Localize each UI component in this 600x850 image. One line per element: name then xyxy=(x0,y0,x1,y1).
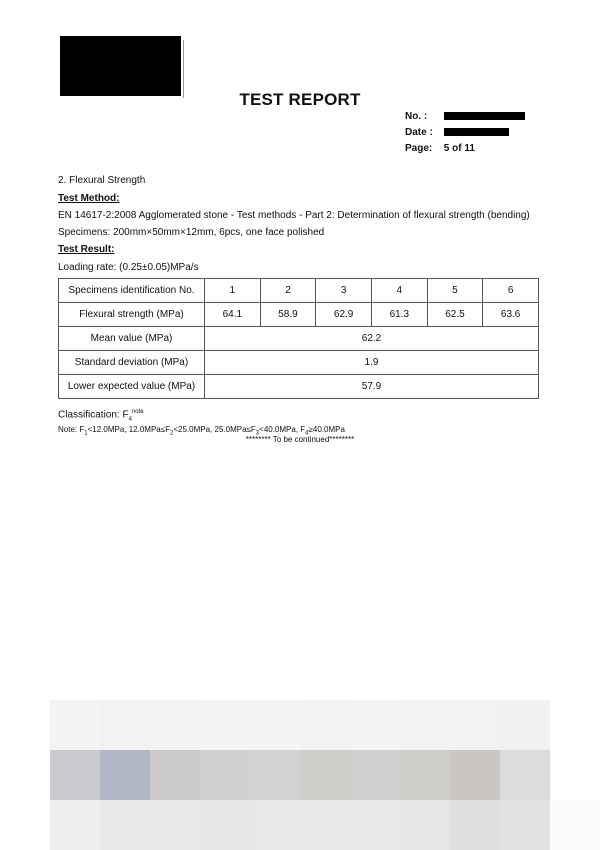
mosaic-tile xyxy=(50,800,100,850)
mean-value-cell: 62.2 xyxy=(205,327,539,351)
mosaic-tile xyxy=(100,750,150,800)
mosaic-tile xyxy=(300,800,350,850)
flexural-strength-cell: 63.6 xyxy=(483,303,539,327)
mosaic-tile xyxy=(200,700,250,750)
mosaic-tile xyxy=(500,700,550,750)
redacted-report-date xyxy=(444,128,509,136)
mosaic-tile xyxy=(150,750,200,800)
table-row xyxy=(59,303,539,327)
flexural-strength-cell: 58.9 xyxy=(260,303,316,327)
lower-expected-value-label: Lower expected value (MPa) xyxy=(59,375,205,399)
mosaic-tile xyxy=(350,800,400,850)
page-title: TEST REPORT xyxy=(239,90,361,109)
specimen-id-cell: 2 xyxy=(260,279,316,303)
specimen-id-cell: 5 xyxy=(427,279,483,303)
flexural-strength-header: Flexural strength (MPa) xyxy=(59,303,205,327)
report-date-label: Date : xyxy=(405,127,433,138)
note-text: <12.0MPa, 12.0MPa≤F xyxy=(87,425,171,434)
mosaic-tile xyxy=(50,750,100,800)
standard-deviation-label: Standard deviation (MPa) xyxy=(59,351,205,375)
note-subscript: 2 xyxy=(170,430,174,437)
report-number-row xyxy=(405,110,525,124)
mosaic-tile xyxy=(450,800,500,850)
flexural-strength-cell: 61.3 xyxy=(371,303,427,327)
redacted-logo xyxy=(60,36,181,96)
section-heading: 2. Flexural Strength xyxy=(58,175,146,186)
specimens-text: Specimens: 200mm×50mm×12mm, 6pcs, one face polished xyxy=(58,227,325,238)
mosaic-tile xyxy=(550,750,600,800)
mosaic-tile xyxy=(50,700,100,750)
to-be-continued: ******** To be continued******** xyxy=(245,435,355,444)
mosaic-tile xyxy=(550,700,600,750)
report-date-row xyxy=(405,126,509,140)
page-number-row xyxy=(405,142,475,156)
classification-subscript: 4 xyxy=(128,416,132,423)
mosaic-tile xyxy=(250,750,300,800)
specimen-id-cell: 1 xyxy=(205,279,261,303)
standard-deviation-cell: 1.9 xyxy=(205,351,539,375)
mosaic-tile xyxy=(450,750,500,800)
flexural-strength-cell: 64.1 xyxy=(205,303,261,327)
mosaic-tile xyxy=(400,800,450,850)
note-subscript: 3 xyxy=(255,430,260,437)
note-text: Note: F xyxy=(58,425,85,434)
specimen-id-cell: 4 xyxy=(371,279,427,303)
mosaic-tile xyxy=(450,700,500,750)
table-row xyxy=(59,375,539,399)
redacted-report-number xyxy=(444,112,525,120)
mosaic-tile xyxy=(300,750,350,800)
page-number-label: Page: xyxy=(405,143,433,154)
mosaic-tile xyxy=(200,800,250,850)
note-subscript: 1 xyxy=(84,430,88,437)
report-number-label: No. : xyxy=(405,111,428,122)
table-row xyxy=(59,327,539,351)
mosaic-tile xyxy=(550,800,600,850)
mosaic-tile xyxy=(250,700,300,750)
page-number-value: 5 of 11 xyxy=(443,143,475,154)
note-text: ≥40.0MPa xyxy=(308,425,345,434)
flexural-strength-cell: 62.9 xyxy=(316,303,372,327)
classification-label: Classification: F xyxy=(58,409,129,421)
specimen-id-cell: 6 xyxy=(483,279,539,303)
specimen-id-cell: 3 xyxy=(316,279,372,303)
pixelated-image xyxy=(50,700,600,848)
results-table xyxy=(58,278,539,399)
mosaic-tile xyxy=(500,800,550,850)
note-subscript: 4 xyxy=(305,430,309,437)
mean-value-label: Mean value (MPa) xyxy=(59,327,205,351)
mosaic-tile xyxy=(300,700,350,750)
test-method-text: EN 14617-2:2008 Agglomerated stone - Test methods - Part 2: Determination of flexural strength (bending) xyxy=(58,210,530,221)
mosaic-tile xyxy=(150,800,200,850)
lower-expected-value-cell: 57.9 xyxy=(205,375,539,399)
table-row xyxy=(59,279,539,303)
loading-rate-text: Loading rate: (0.25±0.05)MPa/s xyxy=(58,262,199,273)
mosaic-tile xyxy=(250,800,300,850)
test-method-label: Test Method: xyxy=(58,193,120,204)
mosaic-tile xyxy=(350,750,400,800)
specimen-id-header: Specimens identification No. xyxy=(59,279,205,303)
mosaic-tile xyxy=(400,700,450,750)
note-text: <40.0MPa, F xyxy=(259,425,306,434)
test-result-label: Test Result: xyxy=(58,244,115,255)
flexural-strength-cell: 62.5 xyxy=(427,303,483,327)
mosaic-tile xyxy=(500,750,550,800)
mosaic-tile xyxy=(100,800,150,850)
note-text: <25.0MPa, 25.0MPa≤F xyxy=(173,425,256,434)
mosaic-tile xyxy=(400,750,450,800)
mosaic-tile xyxy=(200,750,250,800)
classification-text xyxy=(58,406,144,426)
classification-superscript: note xyxy=(131,409,144,415)
mosaic-tile xyxy=(100,700,150,750)
mosaic-tile xyxy=(150,700,200,750)
mosaic-tile xyxy=(350,700,400,750)
table-row xyxy=(59,351,539,375)
